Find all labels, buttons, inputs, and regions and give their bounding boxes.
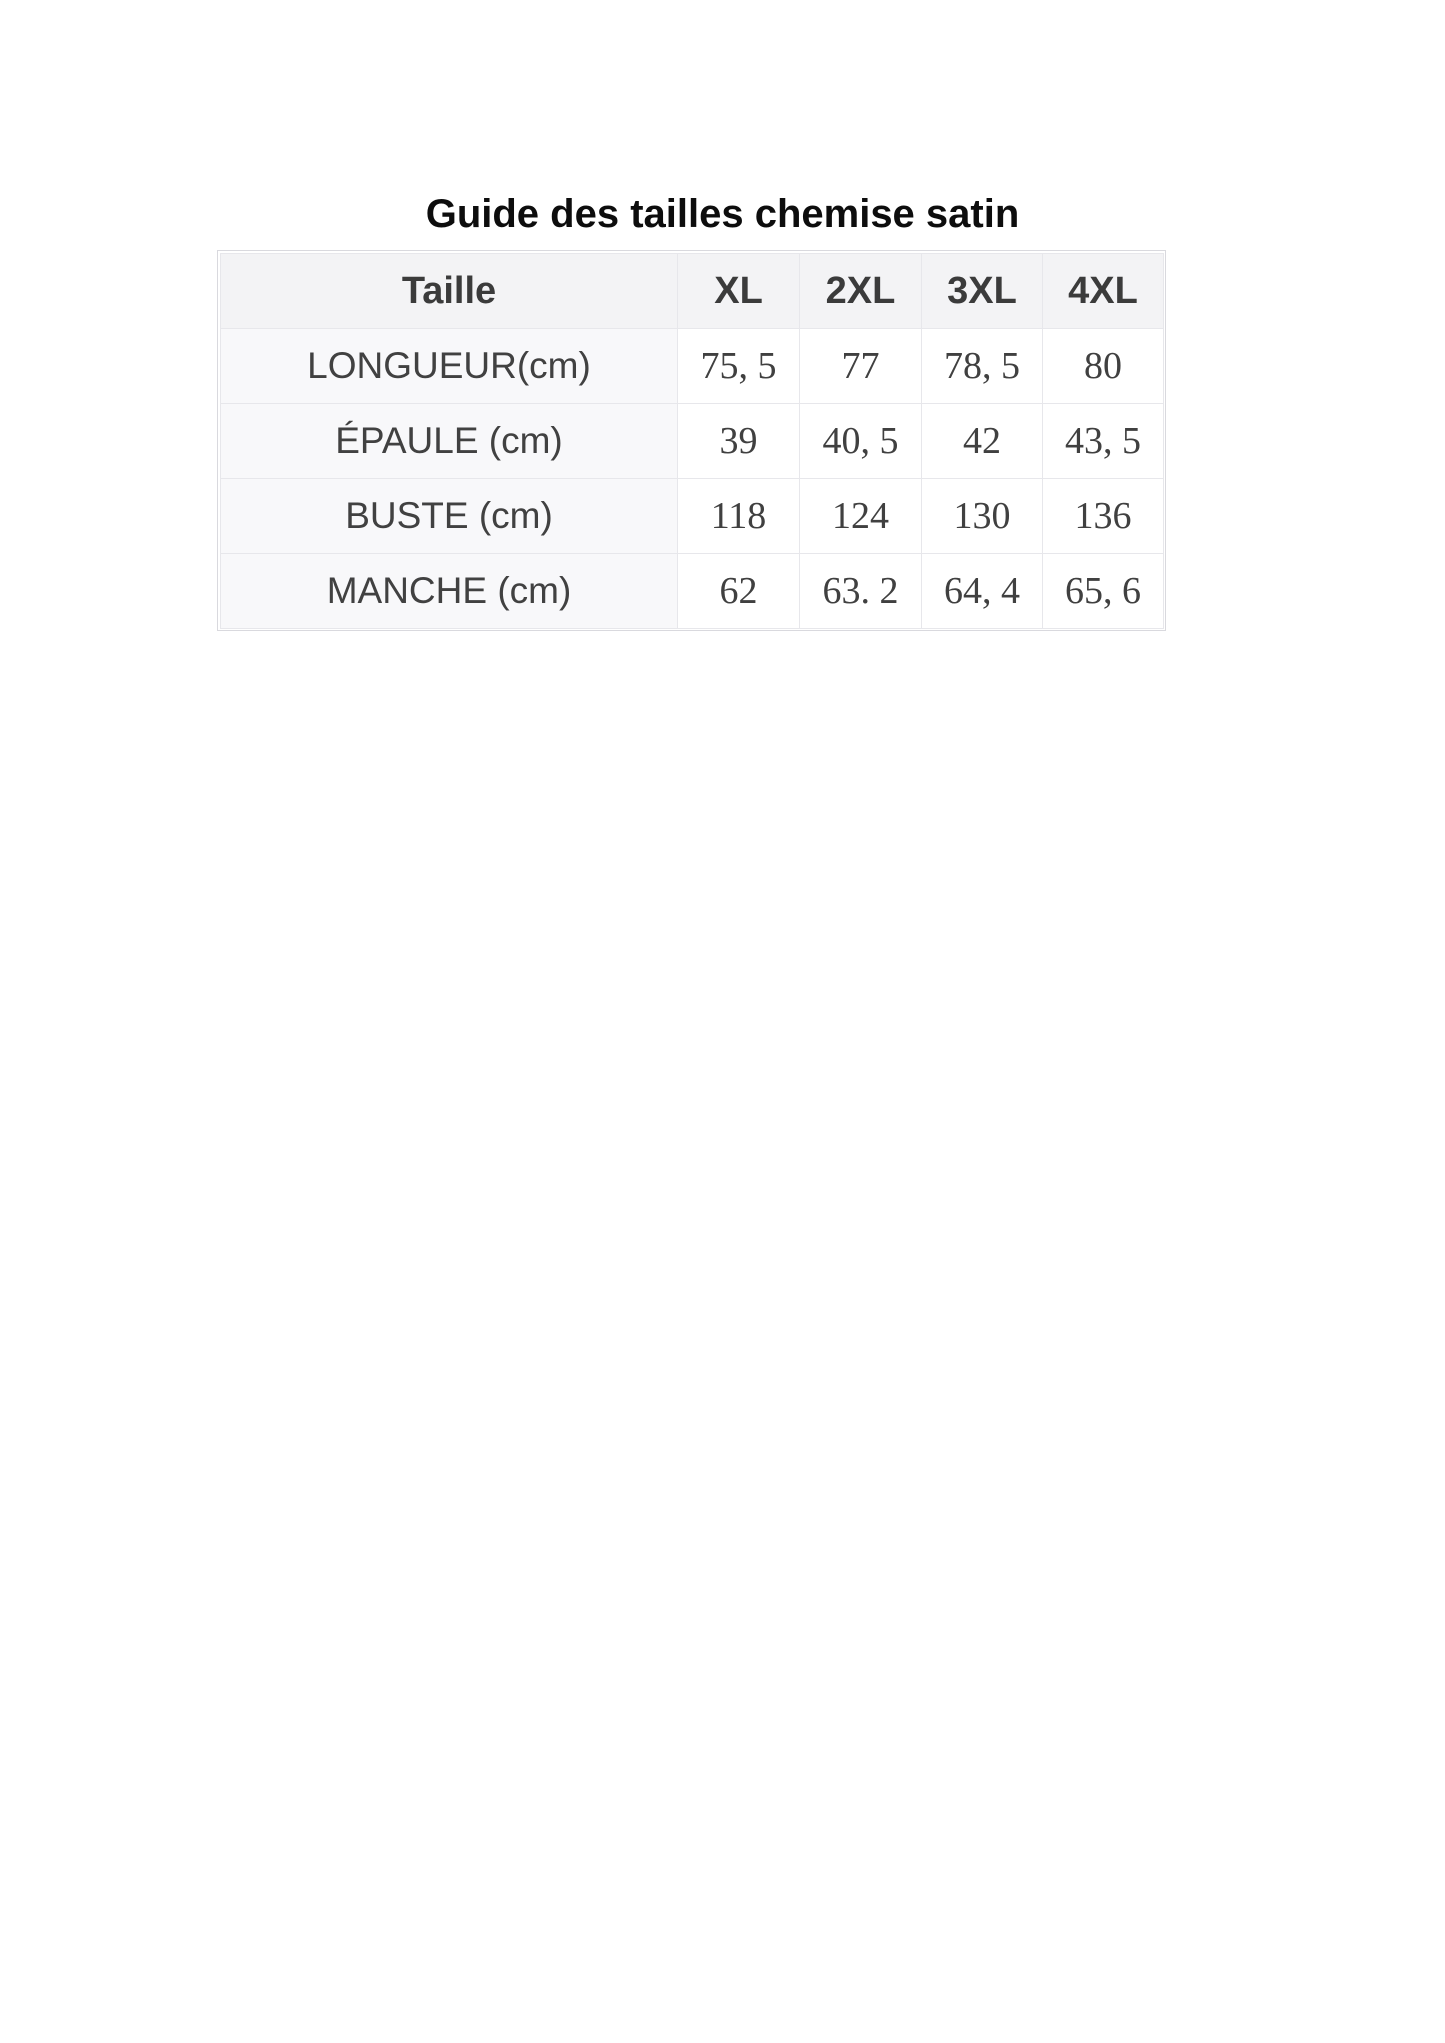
- col-header-4xl: 4XL: [1043, 254, 1164, 329]
- value-manche-3xl: 64, 4: [922, 554, 1043, 629]
- size-table: [220, 253, 1164, 629]
- value-manche-2xl: 63. 2: [800, 554, 922, 629]
- value-buste-2xl: 124: [800, 479, 922, 554]
- table-row-manche: [221, 554, 1164, 629]
- col-header-taille: Taille: [221, 254, 678, 329]
- header-row: [221, 254, 1164, 329]
- row-label-buste: BUSTE (cm): [221, 479, 678, 554]
- value-epaule-3xl: 42: [922, 404, 1043, 479]
- value-manche-xl: 62: [678, 554, 800, 629]
- value-buste-4xl: 136: [1043, 479, 1164, 554]
- row-label-epaule: ÉPAULE (cm): [221, 404, 678, 479]
- table-row-buste: [221, 479, 1164, 554]
- col-header-3xl: 3XL: [922, 254, 1043, 329]
- size-guide-table: [217, 250, 1166, 631]
- value-epaule-4xl: 43, 5: [1043, 404, 1164, 479]
- col-header-2xl: 2XL: [800, 254, 922, 329]
- value-buste-3xl: 130: [922, 479, 1043, 554]
- value-longueur-2xl: 77: [800, 329, 922, 404]
- value-longueur-xl: 75, 5: [678, 329, 800, 404]
- value-longueur-3xl: 78, 5: [922, 329, 1043, 404]
- page-title: Guide des tailles chemise satin: [425, 192, 1020, 236]
- table-row-longueur: [221, 329, 1164, 404]
- row-label-manche: MANCHE (cm): [221, 554, 678, 629]
- value-epaule-2xl: 40, 5: [800, 404, 922, 479]
- value-buste-xl: 118: [678, 479, 800, 554]
- table-row-epaule: [221, 404, 1164, 479]
- value-epaule-xl: 39: [678, 404, 800, 479]
- value-manche-4xl: 65, 6: [1043, 554, 1164, 629]
- col-header-xl: XL: [678, 254, 800, 329]
- value-longueur-4xl: 80: [1043, 329, 1164, 404]
- row-label-longueur: LONGUEUR(cm): [221, 329, 678, 404]
